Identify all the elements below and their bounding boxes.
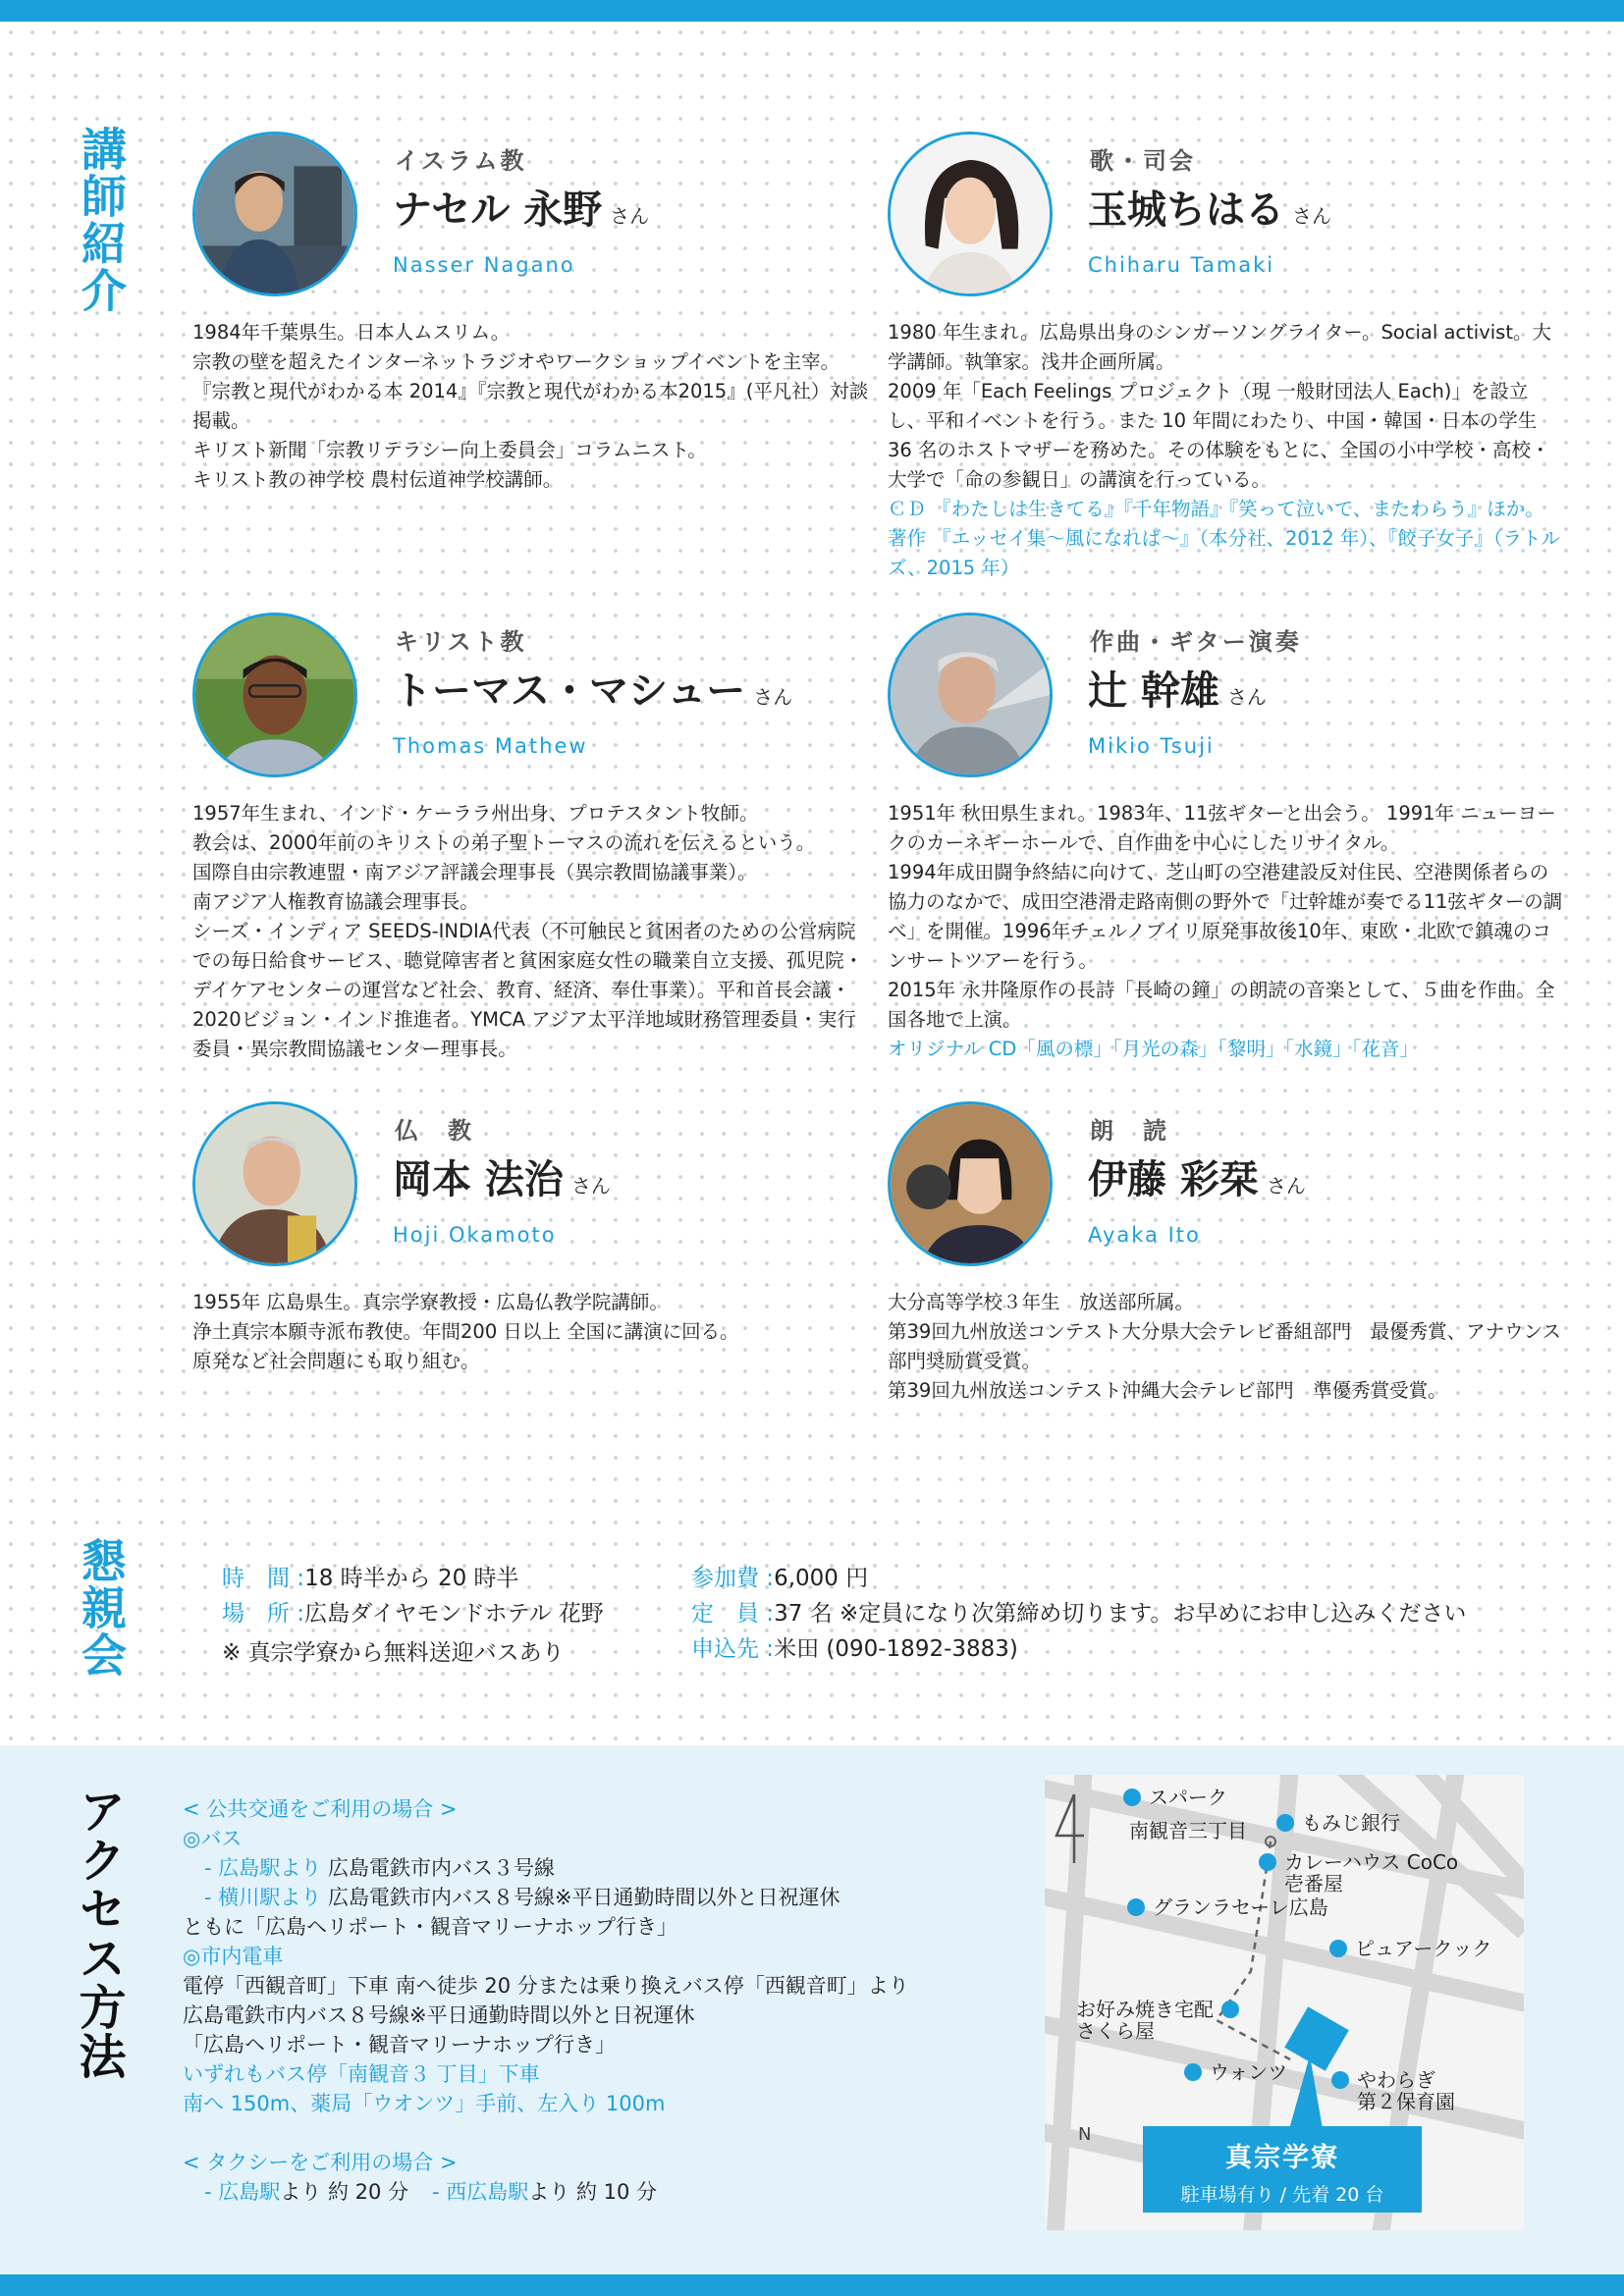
speaker-category: 歌・司会 (1090, 147, 1196, 175)
party-right-info (691, 1561, 1466, 1667)
party-bus-note: ※ 真宗学寮から無料送迎バスあり (222, 1640, 565, 1666)
speaker-category: 朗 読 (1090, 1117, 1169, 1145)
speaker-photo-ito (888, 1101, 1053, 1266)
top-accent-bar (0, 0, 1624, 22)
landmark-yawaragi: やわらぎ 第２保育園 (1331, 2069, 1455, 2112)
destination-shinshu-gakuryo (1143, 2126, 1422, 2213)
compass-label: N (1078, 2124, 1092, 2145)
party-fee: 参加費 :6,000 円 (691, 1566, 869, 1591)
speaker-name: ナセル 永野 さん (393, 187, 650, 233)
speaker-romaji: Mikio Tsuji (1088, 734, 1215, 758)
speaker-romaji: Chiharu Tamaki (1088, 253, 1275, 277)
landmark-coco: カレーハウス CoCo 壱番屋 (1259, 1851, 1458, 1895)
destination-parking-note: 駐車場有り / 先着 20 台 (1180, 2184, 1384, 2206)
landmark-spark: スパーク (1123, 1787, 1227, 1808)
bus-stop-label: 南観音三丁目 (1129, 1819, 1247, 1842)
speaker-card-mathew (192, 613, 880, 1064)
party-place: 場 所 :広島ダイヤモンドホテル 花野 (222, 1601, 604, 1627)
party-left-info (222, 1561, 604, 1671)
speaker-card-okamoto (192, 1101, 880, 1396)
speaker-category: 仏 教 (395, 1117, 474, 1145)
speaker-category: キリスト教 (395, 628, 527, 656)
speaker-bio: 大分高等学校３年生 放送部所属。 第39回九州放送コンテスト大分県大会テレビ番組部門 最優秀賞、アナウンス部門奨励賞受賞。 第39回九州放送コンテスト沖縄大会テレビ部門 準優秀賞受賞。 (888, 1291, 1562, 1402)
speaker-photo-nagano (192, 132, 357, 296)
speaker-category: 作曲・ギター演奏 (1090, 628, 1302, 656)
speaker-romaji: Hoji Okamoto (393, 1223, 557, 1247)
landmark-momiji-bank: もみじ銀行 (1276, 1812, 1400, 1834)
speaker-name: 岡本 法治 さん (393, 1157, 611, 1202)
party-capacity: 定 員 :37 名 ※定員になり次第締め切ります。お早めにお申し込みください (691, 1601, 1467, 1627)
access-section-title: アクセス方法 (71, 1787, 126, 2081)
speaker-bio: 1951年 秋田県生まれ。1983年、11弦ギターと出会う。 1991年 ニューヨークのカーネギーホールで、自作曲を中心にしたリサイタル。 1994年成田闘争終結に向けて、芝山町の空港建設反対住民、空港関係者らの協力のなかで、成田空港滑走路南側の野外で「辻幹雄が奏でる11弦ギターの調べ」を開催。1996年チェルノブイリ原発事故後10年、東欧・北欧で鎮魂のコンサートツアーを行う。 2015年 永井隆原作の長詩「長崎の鐘」の朗読の音楽として、５曲を作曲。全国各地で上演。 オリジナル CD「風の標」「月光の森」「黎明」「水鏡」「花音」 (888, 802, 1563, 1060)
public-transport-heading: < 公共交通をご利用の場合 > (183, 1797, 458, 1821)
speaker-photo-okamoto (192, 1101, 357, 1266)
compass-icon (1045, 1775, 1094, 1863)
speaker-card-tsuji (888, 613, 1575, 1064)
party-contact: 申込先 :米田 (090-1892-3883) (691, 1636, 1018, 1662)
speaker-bio: 1984年千葉県生。日本人ムスリム。 宗教の壁を超えたインターネットラジオやワークショップイベントを主宰。 『宗教と現代がわかる本 2014』『宗教と現代がわかる本2015』(平凡社）対談掲載。 キリスト新聞「宗教リテラシー向上委員会」コラムニスト。 キリスト教の神学校 農村伝道神学校講師。 (192, 321, 869, 491)
speaker-romaji: Ayaka Ito (1088, 1223, 1201, 1247)
party-section-title: 懇親会 (75, 1537, 128, 1679)
taxi-heading: < タクシーをご利用の場合 > (183, 2151, 458, 2174)
speaker-card-tamaki (888, 132, 1575, 583)
party-time: 時 間 :18 時半から 20 時半 (222, 1566, 519, 1591)
speaker-bio: 1980 年生まれ。広島県出身のシンガーソングライター。Social activist。大学講師。執筆家。浅井企画所属。 2009 年「Each Feelings プロジェクト（現 一般財団法人 Each)」を設立し、平和イベントを行う。また 10 年間にわたり、中国・韓国・日本の学生 36 名のホストマザーを務めた。その体験をもとに、全国の小中学校・高校・大学で「命の参観日」の講演を行っている。 ＣＤ 『わたしは生きてる』『千年物語』『笑って泣いて、またわらう』ほか。 著作 『エッセイ集〜風になれば〜』（本分社、2012 年）、『餃子女子』（ラトルズ、2015 年） (888, 321, 1561, 579)
speaker-photo-tsuji (888, 613, 1053, 777)
speaker-name: トーマス・マシュー さん (393, 668, 793, 714)
lecturers-section-title: 講師紹介 (75, 126, 128, 314)
access-map (1045, 1775, 1524, 2230)
tram-heading: ◎市内電車 (183, 1945, 284, 1968)
speaker-name: 玉城ちはる さん (1088, 187, 1331, 233)
speaker-bio: 1957年生まれ、インド・ケーララ州出身、プロテスタント牧師。 教会は、2000年前のキリストの弟子聖トーマスの流れを伝えるという。 国際自由宗教連盟・南アジア評議会理事長（異宗教間協議事業）。 南アジア人権教育協議会理事長。 シーズ・インディア SEEDS-INDIA代表（不可触民と貧困者のための公営病院での毎日給食サービス、聴覚障害者と貧困家庭女性の職業自立支援、孤児院・デイケアセンターの運営など社会、教育、経済、奉仕事業）。平和首長会議・2020ビジョン・インド推進者。YMCA アジア太平洋地域財務管理委員・実行委員・異宗教間協議センター理事長。 (192, 802, 864, 1060)
landmark-pure-cook: ピュアークック (1329, 1938, 1491, 1959)
speaker-romaji: Thomas Mathew (393, 734, 588, 758)
speaker-romaji: Nasser Nagano (393, 253, 575, 277)
access-directions: < 公共交通をご利用の場合 > ◎バス - 広島駅より 広島電鉄市内バス３号線 - 横川駅より 広島電鉄市内バス８号線※平日通勤時間以外と日祝運休 ともに「広島ヘリポート・観音マリーナホップ行き」 ◎市内電車 電停「西観音町」下車 南へ徒歩 20 分または乗り換えバス停「西観音町」より 広島電鉄市内バス８号線※平日通勤時間以外と日祝運休 「広島ヘリポート・観音マリーナホップ行き」 いずれもバス停「南観音３ 丁目」下車 南へ 150m、薬局「ウオンツ」手前、左入り 100m < タクシーをご利用の場合 > - 広島駅より 約 20 分 - 西広島駅より 約 10 分 (183, 1794, 909, 2207)
speaker-category: イスラム教 (395, 147, 527, 175)
speaker-name: 辻 幹雄 さん (1088, 668, 1267, 714)
bus-heading: ◎バス (183, 1827, 243, 1850)
destination-name: 真宗学寮 (1225, 2143, 1339, 2173)
bottom-accent-bar (0, 2274, 1624, 2296)
landmark-sakuraya: お好み焼き宅配 さくら屋 (1076, 1999, 1247, 2042)
speaker-card-ito (888, 1101, 1575, 1415)
speaker-photo-mathew (192, 613, 357, 777)
speaker-bio: 1955年 広島県生。真宗学寮教授・広島仏教学院講師。 浄土真宗本願寺派布教使。年間200 日以上 全国に講演に回る。 原発など社会問題にも取り組む。 (192, 1291, 739, 1372)
speaker-name: 伊藤 彩栞 さん (1088, 1157, 1306, 1202)
landmark-wants: ウォンツ (1184, 2061, 1287, 2083)
speaker-card-nagano (192, 132, 880, 544)
speaker-photo-tamaki (888, 132, 1053, 296)
landmark-grand: グランラセーレ広島 (1127, 1896, 1328, 1918)
